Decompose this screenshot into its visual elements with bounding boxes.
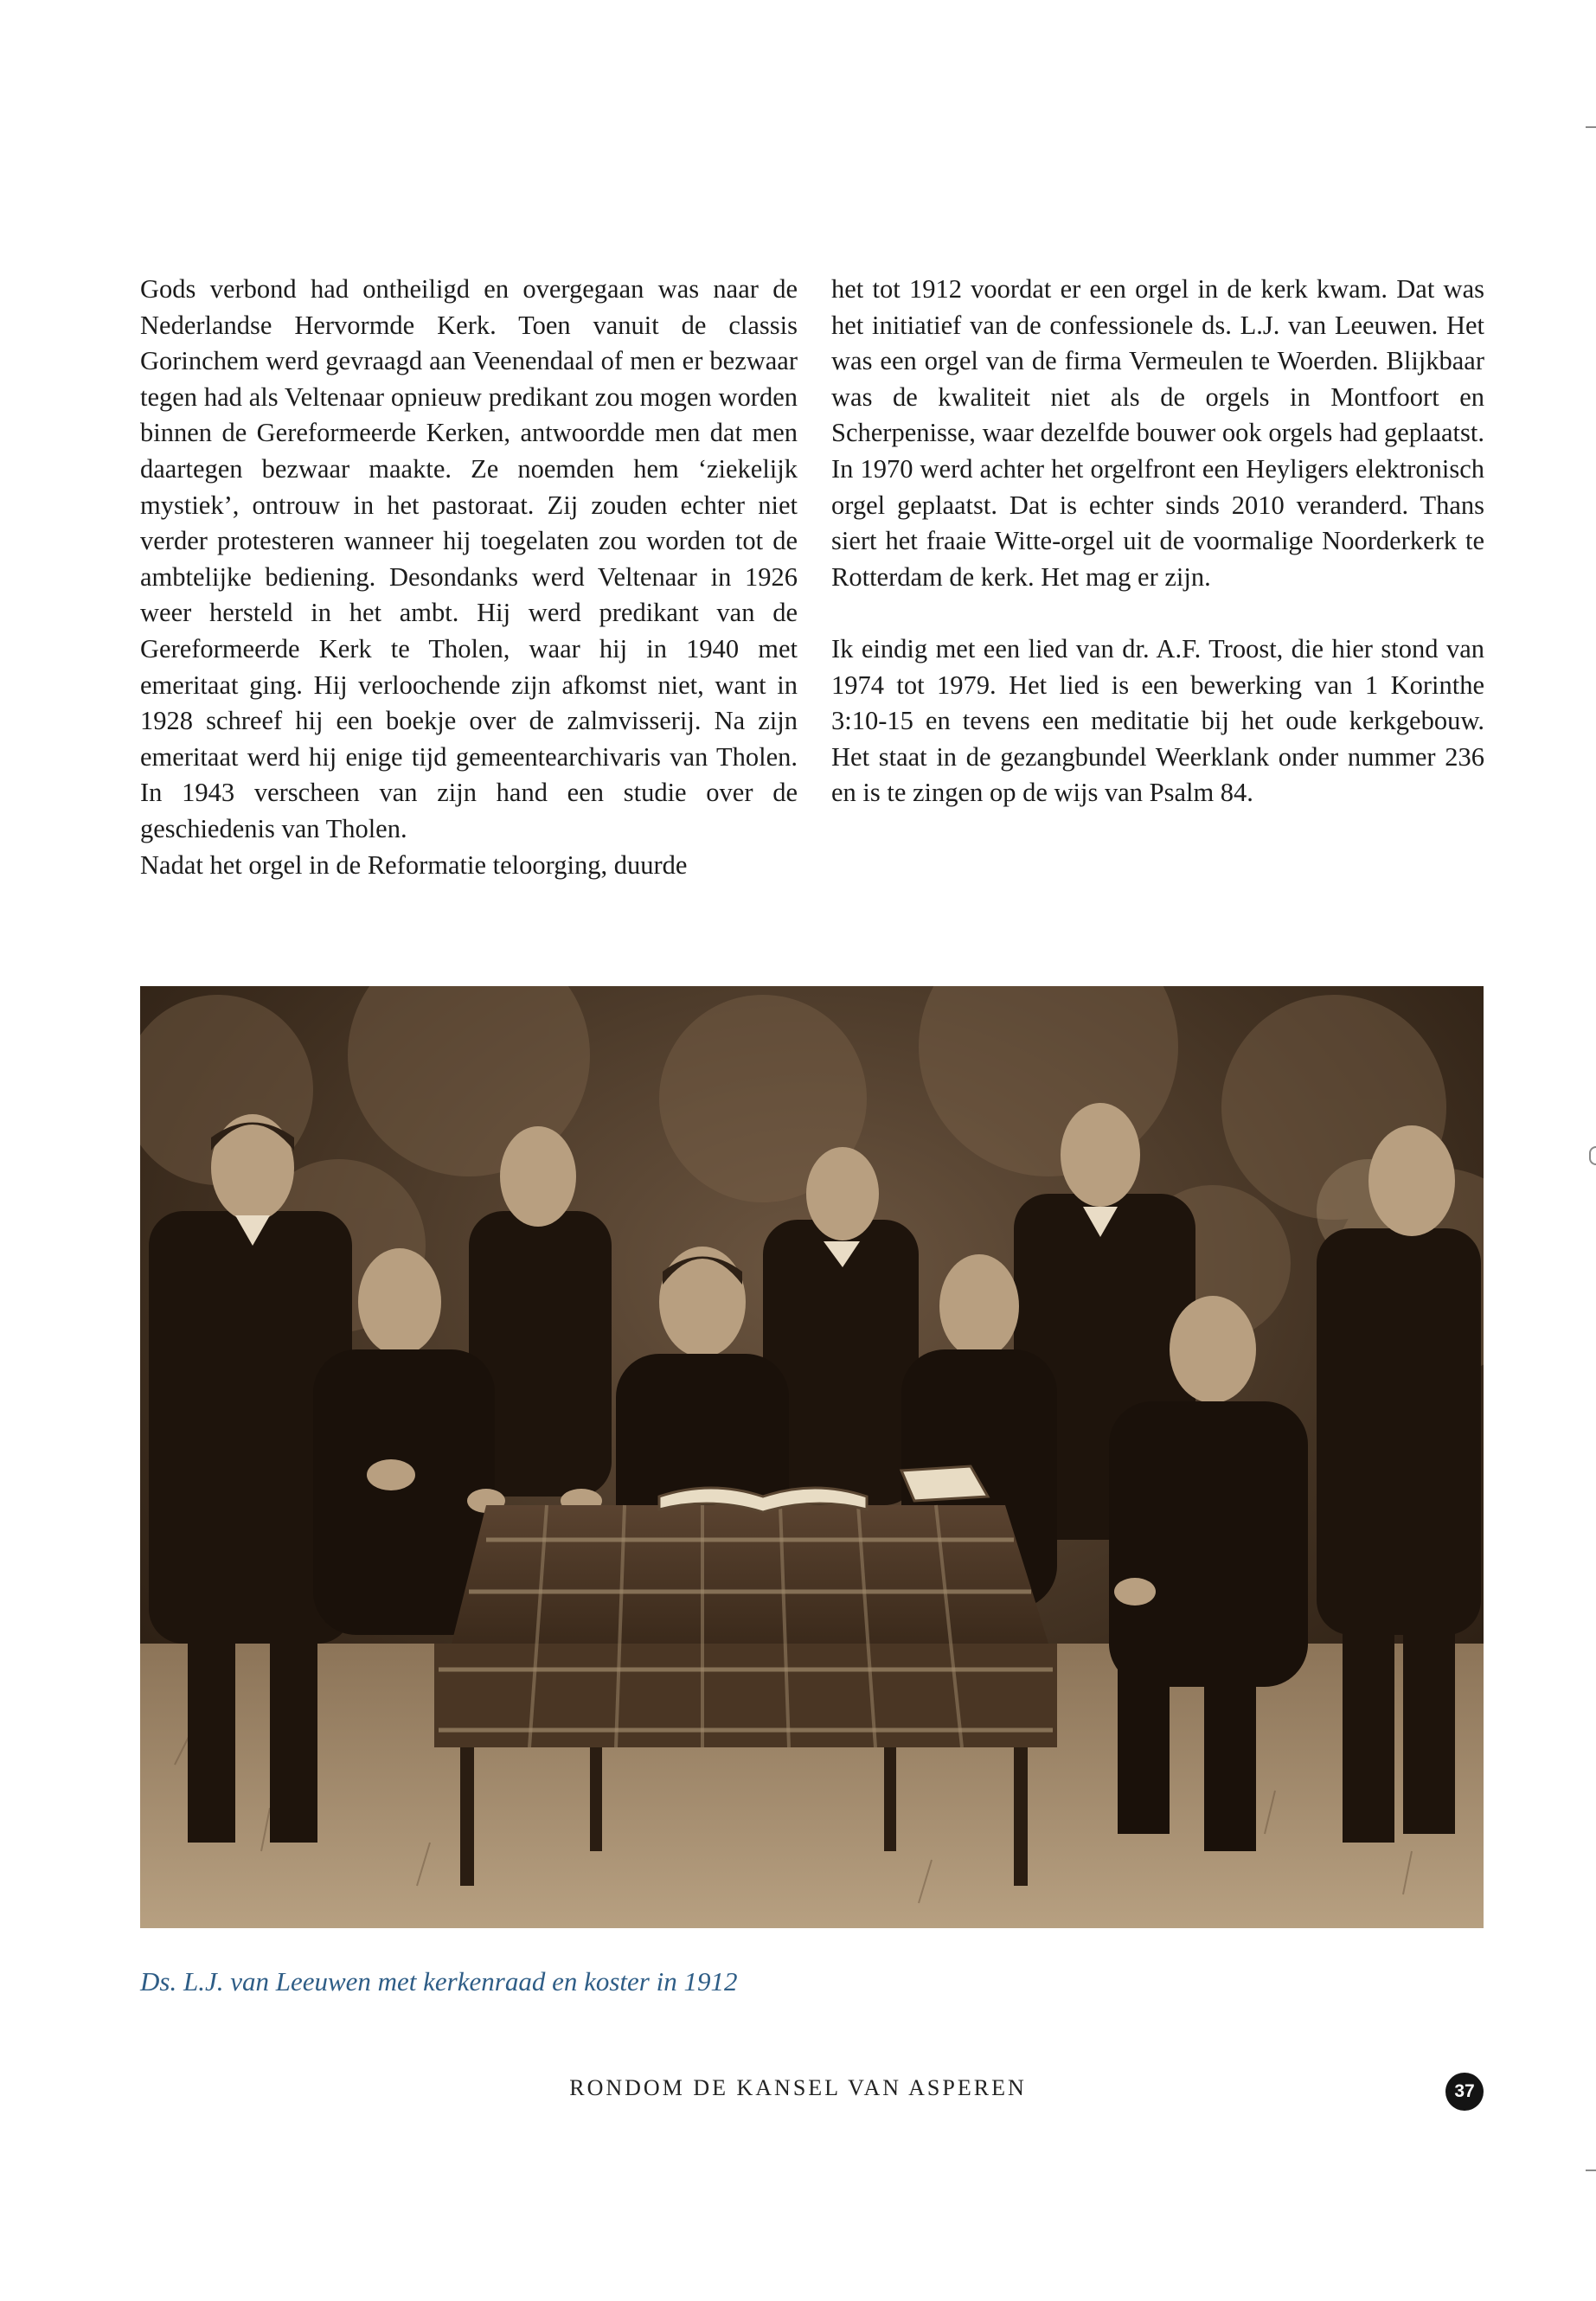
running-footer-title: RONDOM DE KANSEL VAN ASPEREN <box>569 2075 1027 2100</box>
crop-mark-bottom <box>1586 2170 1596 2171</box>
page-number-badge: 37 <box>1445 2073 1484 2111</box>
left-column <box>140 272 798 883</box>
right-paragraph-1: het tot 1912 voordat er een orgel in de kerk kwam. Dat was het initiatief van de confessionele ds. L.J. van Leeuwen. Het was een orgel van de firma Vermeulen te Woerden. Blijkbaar was de kwaliteit niet als de orgels in Montfoort en Scherpenisse, waar dezelfde bouwer ook orgels had geplaatst. In 1970 werd achter het orgelfront een Heyligers elektronisch orgel geplaatst. Dat is echter sinds 2010 veranderd. Thans siert het fraaie Witte-orgel uit de voormalige Noorderkerk te Rotterdam de kerk. Het mag er zijn. <box>831 274 1484 592</box>
crop-mark-top <box>1586 126 1596 128</box>
left-paragraph-2: Nadat het orgel in de Reformatie teloorging, duurde <box>140 849 688 880</box>
right-column <box>831 272 1484 811</box>
registration-mark <box>1589 1146 1596 1165</box>
historic-group-photo <box>140 986 1484 1928</box>
left-paragraph-1: Gods verbond had ontheiligd en overgegaan was naar de Nederlandse Hervormde Kerk. Toen vanuit de classis Gorinchem werd gevraagd aan Veenendaal of men er bezwaar tegen had als Veltenaar opnieuw predikant zou mogen worden binnen de Gereformeerde Kerken, antwoordde men dat men daartegen bezwaar maakte. Ze noemden hem ‘ziekelijk mystiek’, ontrouw in het pastoraat. Zij zouden echter niet verder protesteren wanneer hij toegelaten zou worden tot de ambtelijke bediening. Desondanks werd Veltenaar in 1926 weer hersteld in het ambt. Hij werd predikant van de Gereformeerde Kerk te Tholen, waar hij in 1940 met emeritaat ging. Hij verloochende zijn afkomst niet, want in 1928 schreef hij een boekje over de zalmvisserij. Na zijn emeritaat werd hij enige tijd gemeentearchivaris van Tholen. In 1943 verscheen van zijn hand een studie over de geschiedenis van Tholen. <box>140 274 798 843</box>
photo-caption: Ds. L.J. van Leeuwen met kerkenraad en koster in 1912 <box>140 1966 738 1997</box>
right-paragraph-2: Ik eindig met een lied van dr. A.F. Troost, die hier stond van 1974 tot 1979. Het lied is een bewerking van 1 Korinthe 3:10-15 en tevens een meditatie bij het oude kerkgebouw. Het staat in de gezangbundel Weerklank onder nummer 236 en is te zingen op de wijs van Psalm 84. <box>831 633 1484 808</box>
